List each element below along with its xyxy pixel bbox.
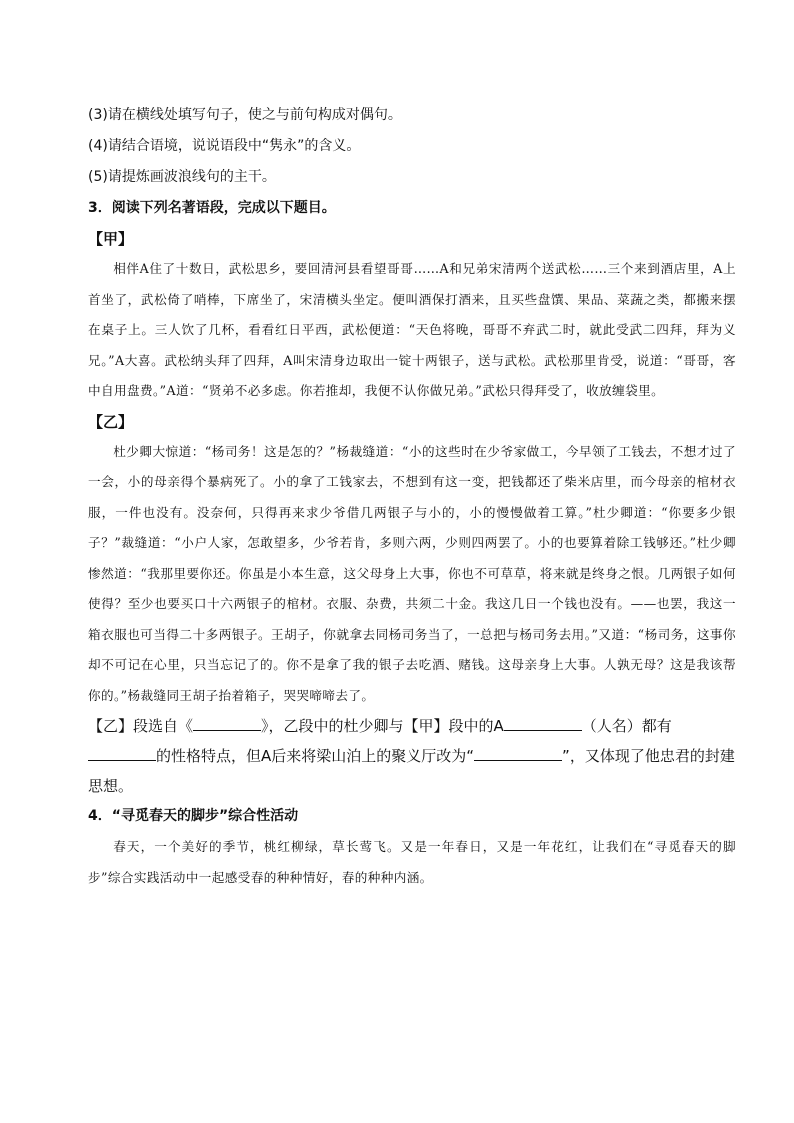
passage-yi-label: 【乙】 <box>88 412 134 431</box>
subquestion-4: (4)请结合语境，说说语段中“隽永”的含义。 <box>88 138 361 154</box>
passage-yi-text: 杜少卿大惊道：“杨司务！这是怎的？”杨裁缝道：“小的这些时在少爷家做工，今早领了工钱去，不想才过了一会，小的母亲得个暴病死了。小的拿了工钱家去，不想到有这一变，把钱都还了柴米店里，而今母亲的棺材衣服，一件也没有。没奈何，只得再来求少爷借几两银子与小的，小的慢慢做着工算。”杜少卿道：“你要多少银子？”裁缝道：“小户人家，怎敢望多，少爷若肯，多则六两，少则四两罢了。小的也要算着除工钱够还。”杜少卿惨然道：“我那里要你还。你虽是小本生意，这父母身上大事，你也不可草草，将来就是终身之恨。几两银子如何使得？至少也要买口十六两银子的棺材。衣服、杂费，共须二十金。我这几日一个钱也没有。——也罢，我这一箱衣服也可当得二十多两银子。王胡子，你就拿去同杨司务当了，一总把与杨司务去用。”又道：“杨司务，这事你却不可记在心里，只当忘记了的。你不是拿了我的银子去吃酒、赌钱。这母亲身上大事。人孰无母？这是我该帮你的。”杨裁缝同王胡子抬着箱子，哭哭啼啼去了。 <box>88 443 736 703</box>
fill-text-4: 的性格特点，但A后来将梁山泊上的聚义厅改为“ <box>156 747 475 765</box>
fill-text-3: （人名）都有 <box>581 717 672 735</box>
blank-character-trait[interactable] <box>88 742 156 761</box>
fill-in-blank-question <box>88 711 736 801</box>
blank-person-name[interactable] <box>504 712 582 731</box>
passage-jia-label: 【甲】 <box>88 230 134 248</box>
blank-hall-name[interactable] <box>474 742 562 761</box>
subquestion-3: (3)请在横线处填写句子，使之与前句构成对偶句。 <box>88 107 402 123</box>
fill-text-2: 》，乙段中的杜少卿与【甲】段中的A <box>261 717 504 735</box>
blank-book-title[interactable] <box>193 712 261 731</box>
fill-text-1: 【乙】段选自《 <box>88 717 194 735</box>
question-3-heading: 3．阅读下列名著语段，完成以下题目。 <box>88 200 336 216</box>
subquestion-5: (5)请提炼画波浪线句的主干。 <box>88 169 276 185</box>
question-4-text: 春天，一个美好的季节，桃红柳绿，草长莺飞。又是一年春日，又是一年花红，让我们在“寻觅春天的脚步”综合实践活动中一起感受春的种种情好，春的种种内涵。 <box>88 839 736 885</box>
question-4-heading: 4．“寻觅春天的脚步”综合性活动 <box>88 808 299 824</box>
fill-text-5: ”，又体现了他忠君的封建思想。 <box>88 747 735 795</box>
passage-jia-text: 相伴A住了十数日，武松思乡，要回清河县看望哥哥……A和兄弟宋清两个送武松……三个来到酒店里，A上首坐了，武松倚了哨棒，下席坐了，宋清横头坐定。便叫酒保打酒来，且买些盘馔、果品、菜蔬之类，都搬来摆在桌子上。三人饮了几杯，看看红日平西，武松便道：“天色将晚，哥哥不弃武二时，就此受武二四拜，拜为义兄。”A大喜。武松纳头拜了四拜，A叫宋清身边取出一锭十两银子，送与武松。武松那里肯受，说道：“哥哥，客中自用盘费。”A道：“贤弟不必多虑。你若推却，我便不认你做兄弟。”武松只得拜受了，收放缠袋里。 <box>88 261 736 398</box>
